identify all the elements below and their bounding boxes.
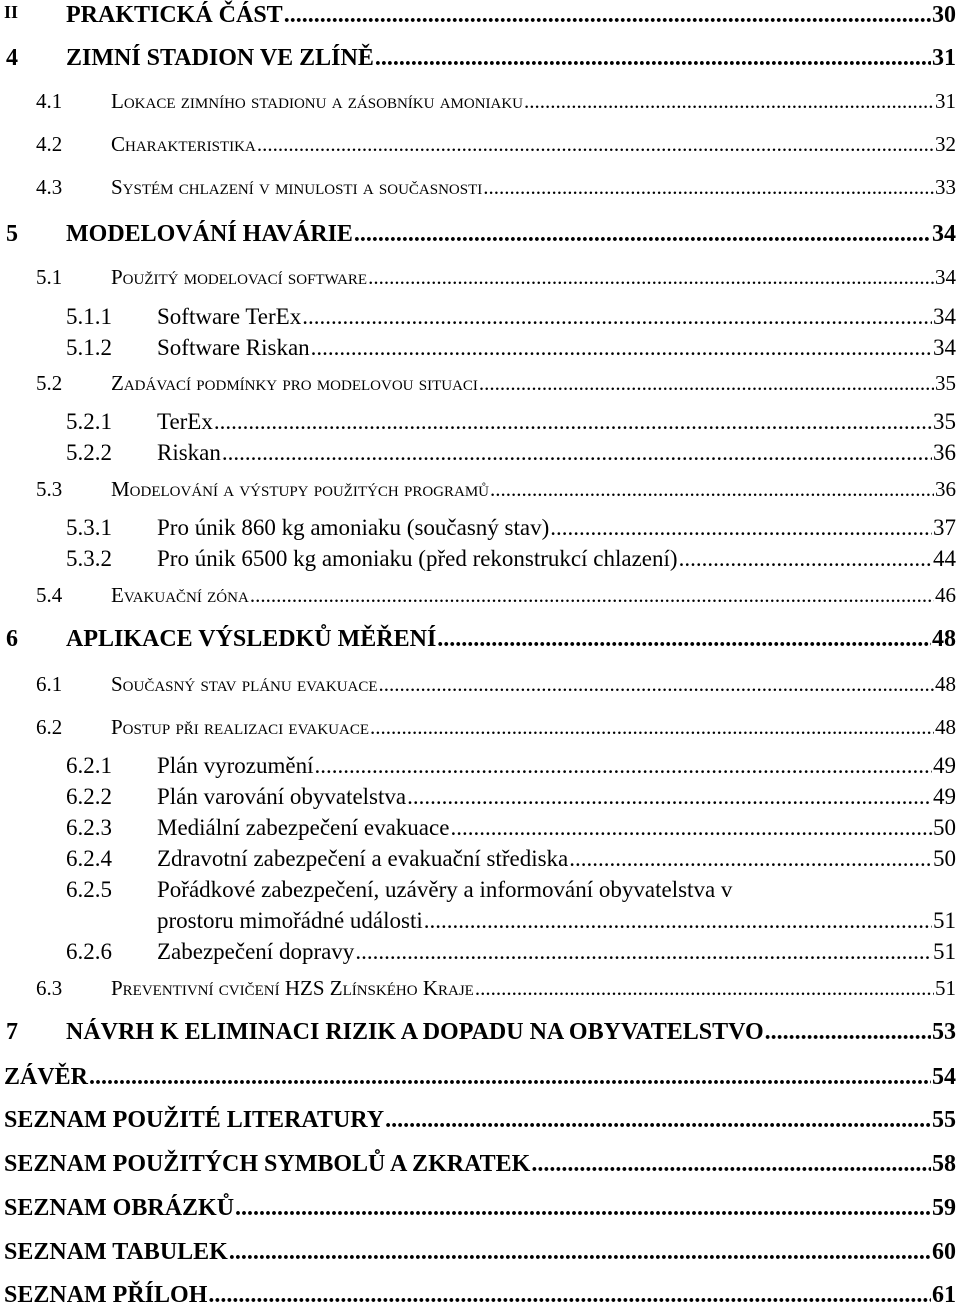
toc-entry-number: 6.2.2 xyxy=(66,784,112,809)
dot-leader xyxy=(679,546,932,572)
toc-entry-title: Použitý modelovací software xyxy=(111,265,368,289)
toc-page-number: 31 xyxy=(935,89,956,113)
toc-entry-title: ZÁVĚR xyxy=(4,1064,89,1090)
toc-entry-number: 6 xyxy=(6,626,18,652)
dot-leader xyxy=(524,89,934,114)
toc-entry-number: II xyxy=(4,2,19,22)
toc-entry-title: Systém chlazení v minulosti a současnosti xyxy=(111,175,483,199)
toc-entry-title: Pro únik 6500 kg amoniaku (před rekonstrukcí chlazení) xyxy=(157,546,678,571)
toc-entry-title: Modelování a výstupy použitých programů xyxy=(111,477,490,501)
toc-entry-number: 5 xyxy=(6,221,18,247)
toc-entry[interactable] xyxy=(0,877,956,907)
toc-entry[interactable] xyxy=(0,1195,956,1225)
toc-entry[interactable] xyxy=(0,45,956,75)
dot-leader xyxy=(284,2,931,29)
toc-entry[interactable] xyxy=(0,939,956,969)
toc-entry-number: 6.2 xyxy=(36,715,63,739)
toc-entry[interactable] xyxy=(0,440,956,470)
toc-page-number: 32 xyxy=(935,132,956,156)
dot-leader xyxy=(475,976,934,1001)
toc-entry-title: Zadávací podmínky pro modelovou situaci xyxy=(111,371,478,395)
dot-leader xyxy=(370,715,934,740)
toc-entry-number: 4.3 xyxy=(36,175,63,199)
toc-entry[interactable] xyxy=(0,89,956,119)
toc-entry-title: SEZNAM PŘÍLOH xyxy=(4,1282,208,1308)
toc-entry-title: NÁVRH K ELIMINACI RIZIK A DOPADU NA OBYVATELSTVO xyxy=(66,1019,764,1045)
dot-leader xyxy=(315,753,933,779)
toc-entry[interactable] xyxy=(0,1282,956,1312)
toc-entry[interactable] xyxy=(0,221,956,251)
toc-page-number: 36 xyxy=(933,440,956,465)
toc-entry-number: 5.2 xyxy=(36,371,63,395)
toc-entry-title: Riskan xyxy=(157,440,221,465)
toc-entry-number: 5.2.2 xyxy=(66,440,112,465)
toc-entry[interactable] xyxy=(0,715,956,745)
toc-entry[interactable] xyxy=(0,753,956,783)
dot-leader xyxy=(368,265,934,290)
toc-entry[interactable] xyxy=(0,1064,956,1094)
toc-entry-number: 5.1 xyxy=(36,265,63,289)
dot-leader xyxy=(208,1282,931,1309)
toc-entry-title: Preventivní cvičení HZS Zlínského Kraje xyxy=(111,976,474,1000)
toc-entry-title: Software TerEx xyxy=(157,304,302,329)
toc-entry-title: Evakuační zóna xyxy=(111,583,249,607)
toc-entry[interactable] xyxy=(0,335,956,365)
toc-page-number: 61 xyxy=(932,1282,956,1308)
toc-page-number: 50 xyxy=(933,815,956,840)
toc-page-number: 34 xyxy=(935,265,956,289)
toc-entry-title: Postup při realizaci evakuace xyxy=(111,715,369,739)
toc-entry-title: MODELOVÁNÍ HAVÁRIE xyxy=(66,221,353,247)
toc-entry[interactable] xyxy=(0,583,956,613)
toc-entry[interactable] xyxy=(0,175,956,205)
toc-entry-number: 6.2.3 xyxy=(66,815,112,840)
toc-page-number: 51 xyxy=(935,976,956,1000)
dot-leader xyxy=(250,583,934,608)
toc-page-number: 48 xyxy=(935,672,956,696)
dot-leader xyxy=(407,784,932,810)
toc-entry[interactable] xyxy=(0,304,956,334)
toc-entry-title: Plán vyrozumění xyxy=(157,753,314,778)
toc-entry[interactable] xyxy=(0,1239,956,1269)
dot-leader xyxy=(257,132,934,157)
toc-entry-title: prostoru mimořádné události xyxy=(157,908,423,933)
dot-leader xyxy=(479,371,934,396)
toc-page-number: 53 xyxy=(932,1019,956,1045)
dot-leader xyxy=(235,1195,931,1222)
dot-leader xyxy=(450,815,932,841)
dot-leader xyxy=(311,335,932,361)
toc-entry-title: ZIMNÍ STADION VE ZLÍNĚ xyxy=(66,45,374,71)
toc-entry[interactable] xyxy=(0,1151,956,1181)
toc-page-number: 33 xyxy=(935,175,956,199)
toc-entry-number: 7 xyxy=(6,1019,18,1045)
toc-entry-number: 5.3 xyxy=(36,477,63,501)
toc-entry[interactable] xyxy=(0,265,956,295)
dot-leader xyxy=(229,1239,931,1266)
toc-page-number: 48 xyxy=(935,715,956,739)
toc-entry[interactable] xyxy=(0,132,956,162)
toc-page-number: 34 xyxy=(933,335,956,360)
dot-leader xyxy=(483,175,934,200)
toc-page-number: 35 xyxy=(933,409,956,434)
dot-leader xyxy=(569,846,932,872)
dot-leader xyxy=(385,1107,931,1134)
toc-entry-title: Charakteristika xyxy=(111,132,256,156)
toc-entry-number: 5.2.1 xyxy=(66,409,112,434)
dot-leader xyxy=(379,672,934,697)
toc-page-number: 49 xyxy=(933,753,956,778)
toc-entry-title: APLIKACE VÝSLEDKŮ MĚŘENÍ xyxy=(66,626,437,652)
toc-entry[interactable] xyxy=(0,1019,956,1049)
toc-page-number: 36 xyxy=(935,477,956,501)
toc-page-number: 51 xyxy=(933,908,956,933)
toc-entry-number: 6.2.6 xyxy=(66,939,112,964)
toc-entry-title: TerEx xyxy=(157,409,213,434)
dot-leader xyxy=(424,908,932,934)
dot-leader xyxy=(375,45,931,72)
toc-entry[interactable] xyxy=(0,2,956,32)
dot-leader xyxy=(531,1151,931,1178)
toc-entry-title: Lokace zimního stadionu a zásobníku amoniaku xyxy=(111,89,524,113)
toc-entry[interactable] xyxy=(0,477,956,507)
toc-entry[interactable] xyxy=(0,626,956,656)
dot-leader xyxy=(765,1019,931,1046)
toc-page-number: 44 xyxy=(933,546,956,571)
toc-entry-title: Zdravotní zabezpečení a evakuační střediska xyxy=(157,846,569,871)
toc-page-number: 34 xyxy=(932,221,956,247)
dot-leader xyxy=(490,477,934,502)
toc-entry[interactable] xyxy=(0,371,956,401)
toc-entry[interactable] xyxy=(0,815,956,845)
toc-entry-number: 5.3.2 xyxy=(66,546,112,571)
toc-page-number: 51 xyxy=(933,939,956,964)
toc-page-number: 49 xyxy=(933,784,956,809)
dot-leader xyxy=(355,939,932,965)
toc-page-number: 30 xyxy=(932,2,956,28)
toc-entry-title: Pořádkové zabezpečení, uzávěry a informování obyvatelstva v xyxy=(157,877,733,902)
toc-entry-number: 4 xyxy=(6,45,18,71)
toc-entry[interactable] xyxy=(0,784,956,814)
toc-entry-title: PRAKTICKÁ ČÁST xyxy=(66,2,283,28)
toc-entry-number: 5.1.1 xyxy=(66,304,112,329)
toc-entry[interactable] xyxy=(0,1107,956,1137)
toc-entry-title: SEZNAM POUŽITÝCH SYMBOLŮ A ZKRATEK xyxy=(4,1151,531,1177)
toc-entry-title: Plán varování obyvatelstva xyxy=(157,784,407,809)
toc-entry[interactable] xyxy=(0,546,956,576)
toc-page-number: 34 xyxy=(933,304,956,329)
toc-entry-number: 4.1 xyxy=(36,89,63,113)
toc-entry[interactable] xyxy=(0,409,956,439)
toc-entry-title: SEZNAM TABULEK xyxy=(4,1239,228,1265)
dot-leader xyxy=(214,409,932,435)
toc-entry-title: Zabezpečení dopravy xyxy=(157,939,355,964)
toc-entry-number: 6.2.1 xyxy=(66,753,112,778)
toc-entry-number: 6.1 xyxy=(36,672,63,696)
toc-page-number: 31 xyxy=(932,45,956,71)
toc-page-number: 60 xyxy=(932,1239,956,1265)
toc-page-number: 55 xyxy=(932,1107,956,1133)
toc-entry[interactable] xyxy=(0,976,956,1006)
toc-entry-number: 6.2.5 xyxy=(66,877,112,902)
dot-leader xyxy=(354,221,931,248)
toc-entry-title: SEZNAM OBRÁZKŮ xyxy=(4,1195,235,1221)
toc-page-number: 59 xyxy=(932,1195,956,1221)
toc-page-number: 35 xyxy=(935,371,956,395)
toc-entry[interactable] xyxy=(0,672,956,702)
toc-page-number: 50 xyxy=(933,846,956,871)
toc-page-number: 58 xyxy=(932,1151,956,1177)
dot-leader xyxy=(222,440,932,466)
toc-entry-title: Současný stav plánu evakuace xyxy=(111,672,378,696)
dot-leader xyxy=(302,304,932,330)
toc-page-number: 54 xyxy=(932,1064,956,1090)
dot-leader xyxy=(550,515,932,541)
toc-entry-number: 6.3 xyxy=(36,976,63,1000)
toc-page-number: 48 xyxy=(932,626,956,652)
toc-entry-number: 5.1.2 xyxy=(66,335,112,360)
dot-leader xyxy=(437,626,931,653)
toc-entry-number: 4.2 xyxy=(36,132,63,156)
toc-entry-title: Pro únik 860 kg amoniaku (současný stav) xyxy=(157,515,550,540)
toc-entry[interactable] xyxy=(0,908,956,938)
toc-page-number: 37 xyxy=(933,515,956,540)
toc-entry[interactable] xyxy=(0,846,956,876)
toc-entry-number: 6.2.4 xyxy=(66,846,112,871)
toc-entry-number: 5.4 xyxy=(36,583,63,607)
toc-entry-number: 5.3.1 xyxy=(66,515,112,540)
dot-leader xyxy=(89,1064,931,1091)
toc-page-number: 46 xyxy=(935,583,956,607)
toc-entry-title: SEZNAM POUŽITÉ LITERATURY xyxy=(4,1107,385,1133)
toc-entry-title: Mediální zabezpečení evakuace xyxy=(157,815,450,840)
toc-entry-title: Software Riskan xyxy=(157,335,310,360)
toc-entry[interactable] xyxy=(0,515,956,545)
